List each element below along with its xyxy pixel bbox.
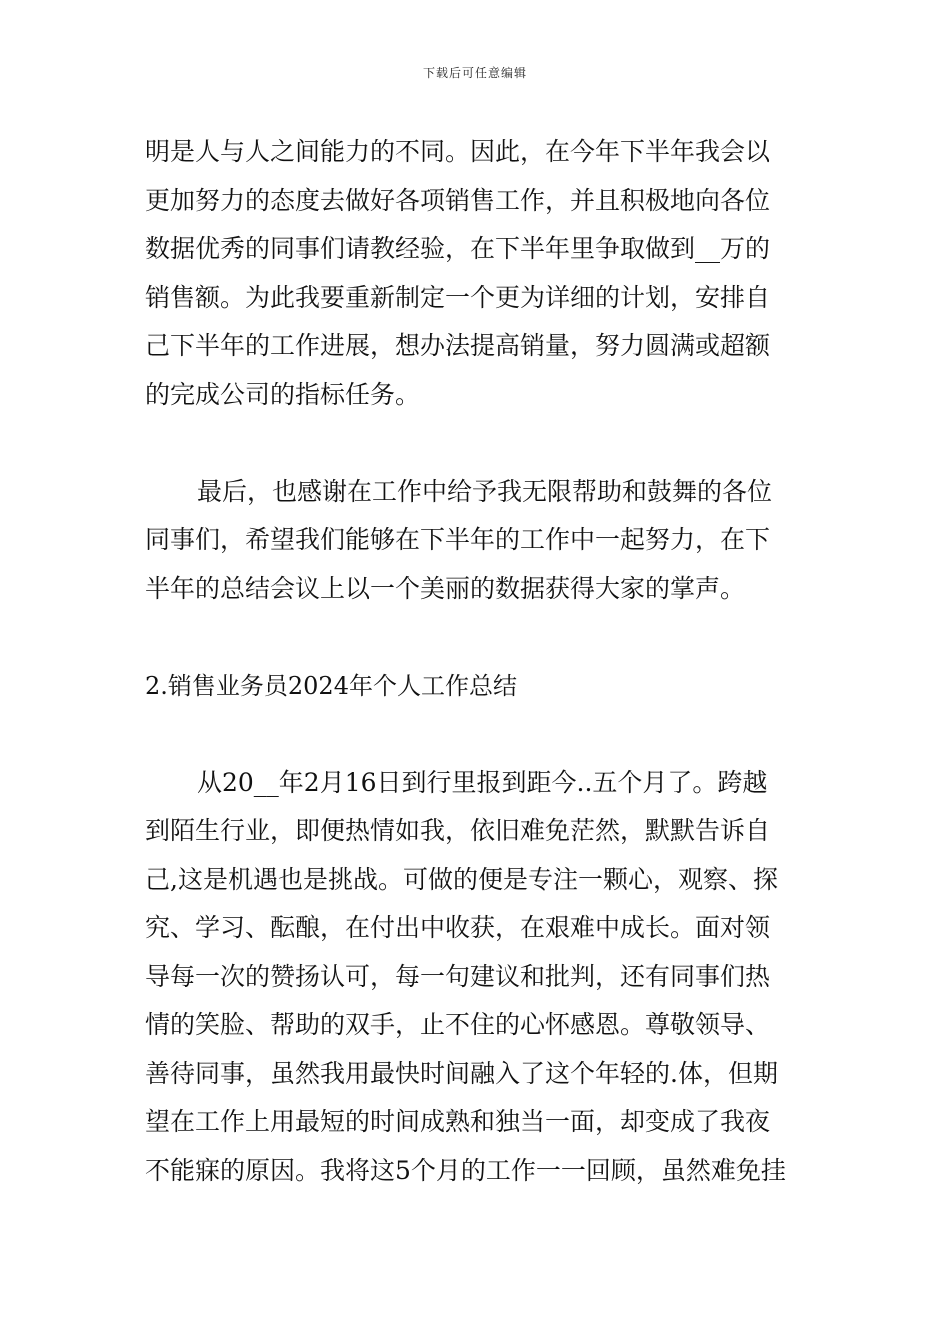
- paragraph-spacer: [145, 710, 807, 759]
- paragraph-line: 善待同事，虽然我用最快时间融入了这个年轻的.体，但期: [145, 1058, 778, 1088]
- paragraph-sales-plan: [145, 128, 807, 419]
- paragraph-line: 从20__年2月16日到行里报到距今..五个月了。跨越: [197, 767, 768, 797]
- paragraph-line: 情的笑脸、帮助的双手，止不住的心怀感恩。尊敬领导、: [145, 1010, 771, 1039]
- paragraph-line: 己下半年的工作进展，想办法提高销量，努力圆满或超额: [145, 331, 771, 360]
- paragraph-spacer: [145, 613, 807, 662]
- paragraph-line: 数据优秀的同事们请教经验，在下半年里争取做到__万的: [145, 234, 771, 263]
- paragraph-thanks: [145, 468, 807, 614]
- paragraph-line: 导每一次的赞扬认可，每一句建议和批判，还有同事们热: [145, 961, 771, 991]
- paragraph-work-summary: [145, 759, 807, 1196]
- paragraph-line: 最后，也感谢在工作中给予我无限帮助和鼓舞的各位: [197, 476, 773, 506]
- paragraph-line: 不能寐的原因。我将这5个月的工作一一回顾，虽然难免挂: [145, 1155, 786, 1185]
- paragraph-line: 己,这是机遇也是挑战。可做的便是专注一颗心，观察、探: [145, 864, 778, 894]
- paragraph-line: 半年的总结会议上以一个美丽的数据获得大家的掌声。: [145, 573, 746, 603]
- paragraph-spacer: [145, 419, 807, 468]
- paragraph-line: 更加努力的态度去做好各项销售工作，并且积极地向各位: [145, 185, 771, 215]
- page-header: 下载后可任意编辑: [422, 66, 527, 80]
- section-heading: 2.销售业务员2024年个人工作总结: [145, 671, 517, 700]
- paragraph-line: 望在工作上用最短的时间成熟和独当一面，却变成了我夜: [145, 1107, 771, 1136]
- paragraph-line: 到陌生行业，即便热情如我，依旧难免茫然，默默告诉自: [145, 816, 771, 845]
- paragraph-line: 的完成公司的指标任务。: [145, 379, 421, 409]
- paragraph-line: 同事们，希望我们能够在下半年的工作中一起努力，在下: [145, 525, 771, 554]
- document-body: [145, 128, 807, 1195]
- paragraph-line: 究、学习、酝酿，在付出中收获，在艰难中成长。面对领: [145, 913, 771, 942]
- paragraph-line: 明是人与人之间能力的不同。因此，在今年下半年我会以: [145, 137, 771, 166]
- paragraph-line: 销售额。为此我要重新制定一个更为详细的计划，安排自: [145, 282, 771, 312]
